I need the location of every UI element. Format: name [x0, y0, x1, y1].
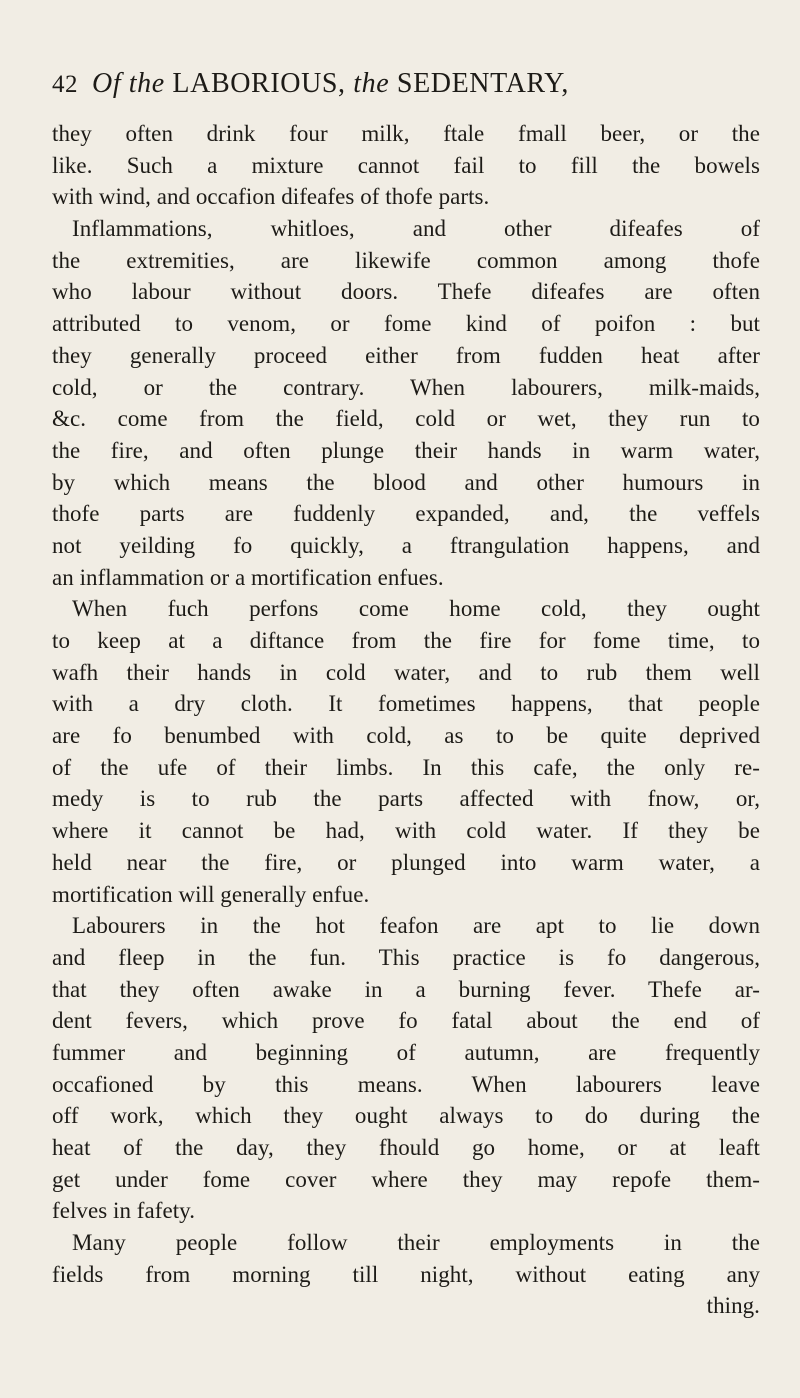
- text-line: to keep at a diftance from the fire for fome time, to: [52, 628, 760, 653]
- text-line: When fuch perfons come home cold, they ought: [72, 596, 760, 622]
- text-line: who labour without doors. Thefe difeafes are often: [52, 279, 760, 305]
- page-number: 42: [52, 71, 78, 98]
- running-title: [92, 68, 569, 100]
- text-line: cold, or the contrary. When labourers, milk-maids,: [52, 374, 760, 400]
- text-line: off work, which they ought always to do during the: [52, 1103, 760, 1129]
- catchword-line: thing.: [706, 1293, 760, 1319]
- text-line: fields from morning till night, without eating any: [52, 1261, 760, 1287]
- text-line: wafh their hands in cold water, and to rub them well: [52, 659, 760, 685]
- text-line: occafioned by this means. When labourers leave: [52, 1071, 760, 1097]
- text-line: fummer and beginning of autumn, are frequently: [52, 1039, 760, 1065]
- text-line: attributed to venom, or fome kind of poifon : but: [52, 311, 760, 337]
- text-line: heat of the day, they fhould go home, or at leaft: [52, 1135, 760, 1160]
- running-title-laborious: LABORIOUS,: [172, 68, 346, 99]
- text-line: &c. come from the field, cold or wet, they run to: [52, 406, 760, 432]
- text-line: not yeilding fo quickly, a ftrangulation happens, and: [52, 532, 760, 558]
- text-line: that they often awake in a burning fever. Thefe ar-: [52, 976, 760, 1002]
- text-line: medy is to rub the parts affected with fnow, or,: [52, 786, 760, 812]
- text-line: the fire, and often plunge their hands in warm water,: [52, 437, 760, 463]
- text-line: they generally proceed either from fudden heat after: [52, 342, 760, 368]
- text-line: the extremities, are likewife common among thofe: [52, 247, 760, 273]
- page-header: [52, 68, 760, 116]
- text-line: an inflammation or a mortification enfues.: [52, 564, 444, 590]
- text-line: with a dry cloth. It fometimes happens, that people: [52, 691, 760, 717]
- text-line: with wind, and occafion difeafes of thofe parts.: [52, 184, 490, 210]
- running-title-the: the: [353, 68, 390, 99]
- text-line: Inflammations, whitloes, and other difeafes of: [72, 216, 760, 242]
- text-line: like. Such a mixture cannot fail to fill the bowels: [52, 152, 760, 178]
- text-line: mortification will generally enfue.: [52, 881, 370, 907]
- text-line: Many people follow their employments in the: [72, 1230, 760, 1256]
- running-title-of-the: Of the: [92, 68, 165, 99]
- text-line: where it cannot be had, with cold water. If they be: [52, 818, 760, 844]
- text-line: and fleep in the fun. This practice is fo dangerous,: [52, 944, 760, 970]
- text-line: thofe parts are fuddenly expanded, and, the veffels: [52, 501, 760, 527]
- body-text: [52, 118, 760, 1322]
- text-line: dent fevers, which prove fo fatal about the end of: [52, 1008, 760, 1034]
- running-title-sedentary: SEDENTARY,: [396, 68, 569, 99]
- text-line: Labourers in the hot feafon are apt to lie down: [72, 913, 760, 939]
- text-line: of the ufe of their limbs. In this cafe, the only re-: [52, 754, 760, 780]
- text-line: are fo benumbed with cold, as to be quite deprived: [52, 723, 760, 749]
- text-line: held near the fire, or plunged into warm water, a: [52, 849, 760, 875]
- text-line: they often drink four milk, ftale fmall beer, or the: [52, 121, 760, 146]
- text-line: felves in fafety.: [52, 1198, 196, 1224]
- text-line: get under fome cover where they may repofe them-: [52, 1166, 760, 1192]
- text-line: by which means the blood and other humours in: [52, 469, 760, 495]
